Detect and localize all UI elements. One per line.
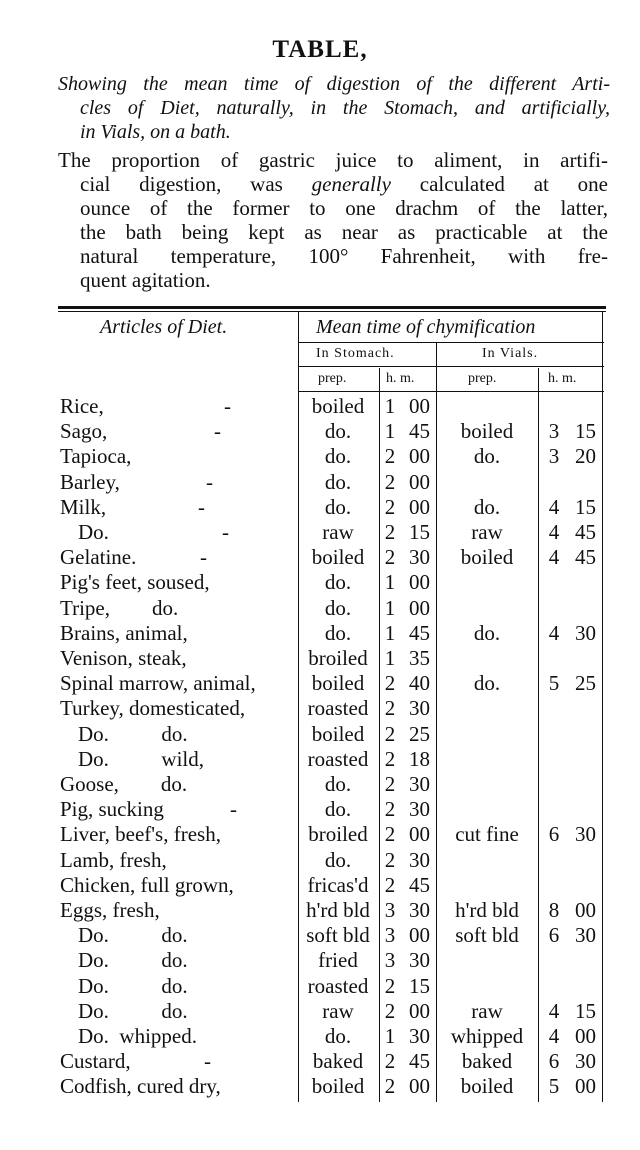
vials-hours-cell: 6 xyxy=(548,923,560,948)
stomach-hours-cell: 2 xyxy=(384,1049,396,1074)
stomach-prep-cell: do. xyxy=(324,595,352,620)
stomach-minutes-cell: 30 xyxy=(409,948,430,973)
intro-line: The proportion of gastric juice to aliment, in artifi- xyxy=(58,148,608,172)
stomach-prep-cell: boiled xyxy=(311,1074,365,1099)
stomach-prep-cell: boiled xyxy=(311,394,365,418)
table-row xyxy=(0,570,640,595)
intro-line: the bath being kept as near as practicable at the xyxy=(80,220,608,244)
stomach-minutes-cell: 30 xyxy=(409,1024,430,1048)
vials-prep-cell: raw xyxy=(471,998,503,1023)
leader-dash: - xyxy=(224,394,231,418)
vials-hours-cell: 4 xyxy=(548,520,560,544)
table-row xyxy=(0,419,640,444)
table-row xyxy=(0,974,640,999)
vials-minutes-cell: 45 xyxy=(575,520,596,544)
stomach-prep-cell: raw xyxy=(322,520,354,544)
stomach-hours-cell: 2 xyxy=(384,746,396,771)
stomach-hours-cell: 2 xyxy=(384,671,396,696)
article-cell: Gelatine. xyxy=(60,545,137,570)
header-articles: Articles of Diet. xyxy=(100,316,228,338)
vials-minutes-cell: 30 xyxy=(575,923,596,948)
vials-hours-cell: 3 xyxy=(548,444,560,469)
vials-minutes-cell: 00 xyxy=(575,1074,596,1099)
caption-line: cles of Diet, naturally, in the Stomach, and artificially, xyxy=(80,97,610,119)
article-cell: Do. do. xyxy=(78,923,188,948)
stomach-hours-cell: 1 xyxy=(384,646,396,670)
stomach-hours-cell: 2 xyxy=(384,847,396,872)
table-row xyxy=(0,495,640,520)
stomach-hours-cell: 1 xyxy=(384,570,396,595)
article-cell: Do. wild, xyxy=(78,746,204,771)
stomach-hours-cell: 2 xyxy=(384,973,396,998)
stomach-prep-cell: do. xyxy=(324,772,352,796)
article-cell: Barley, xyxy=(60,469,120,494)
vials-hours-cell: 5 xyxy=(548,1074,560,1099)
page-title: TABLE, xyxy=(272,36,368,63)
table-row xyxy=(0,1074,640,1099)
article-cell: Sago, xyxy=(60,419,108,444)
vials-hours-cell: 4 xyxy=(548,620,560,645)
stomach-minutes-cell: 00 xyxy=(409,570,430,595)
stomach-hours-cell: 2 xyxy=(384,822,396,847)
vials-hours-cell: 6 xyxy=(548,822,560,847)
intro-text: calculated at one xyxy=(419,172,608,196)
table-row xyxy=(0,596,640,621)
leader-dash: - xyxy=(200,545,207,570)
article-cell: Do. do. xyxy=(78,973,188,998)
stomach-prep-cell: fricas'd xyxy=(307,872,369,897)
stomach-prep-cell: do. xyxy=(324,444,352,469)
article-cell: Turkey, domesticated, xyxy=(60,696,246,721)
table-top-thin-rule xyxy=(58,311,606,312)
table-row xyxy=(0,444,640,469)
table-row xyxy=(0,696,640,721)
vials-hours-cell: 4 xyxy=(548,998,560,1023)
vials-prep-cell: boiled xyxy=(460,1074,514,1099)
stomach-hours-cell: 2 xyxy=(384,772,396,796)
stomach-prep-cell: boiled xyxy=(311,545,365,570)
stomach-prep-cell: broiled xyxy=(308,646,368,670)
article-cell: Brains, animal, xyxy=(60,620,188,645)
caption-line: in Vials, on a bath. xyxy=(80,121,231,143)
stomach-hours-cell: 2 xyxy=(384,1074,396,1099)
caption-line: Showing the mean time of digestion of the different Arti- xyxy=(58,73,610,95)
vials-minutes-cell: 15 xyxy=(575,494,596,519)
stomach-minutes-cell: 00 xyxy=(409,469,430,494)
table-row xyxy=(0,470,640,495)
article-cell: Do. do. xyxy=(78,998,188,1023)
stomach-hours-cell: 1 xyxy=(384,419,396,444)
leader-dash: - xyxy=(204,1049,211,1074)
article-cell: Lamb, fresh, xyxy=(60,847,167,872)
vials-prep-cell: boiled xyxy=(460,545,514,570)
article-cell: Goose, do. xyxy=(60,772,188,796)
stomach-minutes-cell: 30 xyxy=(409,898,430,922)
vials-minutes-cell: 15 xyxy=(575,998,596,1023)
intro-text: cial digestion, was xyxy=(80,172,283,196)
stomach-hours-cell: 2 xyxy=(384,998,396,1023)
stomach-prep-cell: do. xyxy=(324,469,352,494)
table-row xyxy=(0,671,640,696)
stomach-minutes-cell: 00 xyxy=(409,822,430,847)
table-row xyxy=(0,923,640,948)
table-top-rule xyxy=(58,306,606,309)
stomach-minutes-cell: 00 xyxy=(409,394,430,418)
article-cell: Eggs, fresh, xyxy=(60,898,160,922)
stomach-hours-cell: 2 xyxy=(384,469,396,494)
leader-dash: - xyxy=(214,419,221,444)
header-stomach: In Stomach. xyxy=(316,346,395,361)
vials-hours-cell: 6 xyxy=(548,1049,560,1074)
article-cell: Pig's feet, soused, xyxy=(60,570,210,595)
header-hm: h. m. xyxy=(386,371,415,386)
stomach-prep-cell: do. xyxy=(324,570,352,595)
table-row xyxy=(0,1049,640,1074)
article-cell: Custard, xyxy=(60,1049,131,1074)
stomach-hours-cell: 1 xyxy=(384,620,396,645)
table-row xyxy=(0,646,640,671)
stomach-minutes-cell: 15 xyxy=(409,520,430,544)
vials-minutes-cell: 00 xyxy=(575,1024,596,1048)
stomach-prep-cell: do. xyxy=(324,797,352,822)
stomach-prep-cell: roasted xyxy=(307,746,369,771)
table-row xyxy=(0,545,640,570)
stomach-minutes-cell: 25 xyxy=(409,721,430,746)
leader-dash: - xyxy=(206,469,213,494)
stomach-hours-cell: 3 xyxy=(384,923,396,948)
leader-dash: - xyxy=(230,797,237,822)
vials-prep-cell: h'rd bld xyxy=(455,898,519,922)
stomach-hours-cell: 2 xyxy=(384,696,396,721)
article-cell: Do. xyxy=(78,520,109,544)
stomach-hours-cell: 2 xyxy=(384,494,396,519)
vials-hours-cell: 4 xyxy=(548,1024,560,1048)
stomach-prep-cell: raw xyxy=(322,998,354,1023)
stomach-prep-cell: boiled xyxy=(311,671,365,696)
stomach-minutes-cell: 45 xyxy=(409,620,430,645)
vials-minutes-cell: 30 xyxy=(575,620,596,645)
stomach-minutes-cell: 18 xyxy=(409,746,430,771)
article-cell: Do. do. xyxy=(78,948,188,973)
table-row xyxy=(0,848,640,873)
stomach-minutes-cell: 45 xyxy=(409,1049,430,1074)
article-cell: Tripe, do. xyxy=(60,595,179,620)
stomach-hours-cell: 1 xyxy=(384,394,396,418)
vials-hours-cell: 4 xyxy=(548,494,560,519)
stomach-minutes-cell: 30 xyxy=(409,545,430,570)
header-divider xyxy=(298,391,604,392)
vials-prep-cell: cut fine xyxy=(455,822,519,847)
stomach-minutes-cell: 30 xyxy=(409,772,430,796)
table-row xyxy=(0,948,640,973)
vials-prep-cell: do. xyxy=(473,494,501,519)
stomach-hours-cell: 2 xyxy=(384,520,396,544)
vials-minutes-cell: 20 xyxy=(575,444,596,469)
table-row xyxy=(0,1024,640,1049)
vials-minutes-cell: 25 xyxy=(575,671,596,696)
table-row xyxy=(0,747,640,772)
vials-minutes-cell: 45 xyxy=(575,545,596,570)
vials-hours-cell: 5 xyxy=(548,671,560,696)
stomach-minutes-cell: 30 xyxy=(409,797,430,822)
table-row xyxy=(0,999,640,1024)
leader-dash: - xyxy=(222,520,229,544)
article-cell: Liver, beef's, fresh, xyxy=(60,822,221,847)
intro-line: ounce of the former to one drachm of the latter, xyxy=(80,196,608,220)
stomach-minutes-cell: 00 xyxy=(409,444,430,469)
stomach-prep-cell: soft bld xyxy=(306,923,370,948)
table-row xyxy=(0,822,640,847)
vials-prep-cell: boiled xyxy=(460,419,514,444)
stomach-hours-cell: 2 xyxy=(384,444,396,469)
stomach-hours-cell: 1 xyxy=(384,595,396,620)
stomach-minutes-cell: 35 xyxy=(409,646,430,670)
vials-minutes-cell: 00 xyxy=(575,898,596,922)
intro-paragraph xyxy=(58,148,608,292)
stomach-hours-cell: 2 xyxy=(384,721,396,746)
table-row xyxy=(0,621,640,646)
vials-prep-cell: do. xyxy=(473,671,501,696)
stomach-hours-cell: 3 xyxy=(384,948,396,973)
leader-dash: - xyxy=(198,494,205,519)
stomach-minutes-cell: 00 xyxy=(409,595,430,620)
stomach-prep-cell: do. xyxy=(324,419,352,444)
stomach-hours-cell: 2 xyxy=(384,797,396,822)
stomach-prep-cell: do. xyxy=(324,847,352,872)
stomach-prep-cell: do. xyxy=(324,1024,352,1048)
header-prep: prep. xyxy=(468,371,497,386)
vials-prep-cell: baked xyxy=(461,1049,513,1074)
stomach-hours-cell: 2 xyxy=(384,545,396,570)
article-cell: Pig, sucking xyxy=(60,797,164,822)
intro-emphasis: generally xyxy=(311,172,391,196)
vials-minutes-cell: 30 xyxy=(575,1049,596,1074)
table-row xyxy=(0,722,640,747)
vials-minutes-cell: 30 xyxy=(575,822,596,847)
intro-line xyxy=(58,172,608,196)
table-row xyxy=(0,873,640,898)
vials-prep-cell: do. xyxy=(473,620,501,645)
stomach-prep-cell: do. xyxy=(324,494,352,519)
article-cell: Venison, steak, xyxy=(60,646,187,670)
article-cell: Chicken, full grown, xyxy=(60,872,234,897)
stomach-hours-cell: 3 xyxy=(384,898,396,922)
article-cell: Do. do. xyxy=(78,721,188,746)
vials-hours-cell: 8 xyxy=(548,898,560,922)
vials-hours-cell: 4 xyxy=(548,545,560,570)
header-divider xyxy=(298,366,604,367)
vials-prep-cell: soft bld xyxy=(455,923,519,948)
stomach-prep-cell: baked xyxy=(312,1049,364,1074)
vials-hours-cell: 3 xyxy=(548,419,560,444)
table-caption xyxy=(58,72,610,144)
stomach-prep-cell: h'rd bld xyxy=(306,898,370,922)
header-prep: prep. xyxy=(318,371,347,386)
stomach-minutes-cell: 00 xyxy=(409,923,430,948)
article-cell: Codfish, cured dry, xyxy=(60,1074,221,1099)
intro-line: quent agitation. xyxy=(80,268,211,292)
table-row xyxy=(0,898,640,923)
table-row xyxy=(0,520,640,545)
stomach-minutes-cell: 15 xyxy=(409,973,430,998)
vials-prep-cell: raw xyxy=(471,520,503,544)
header-divider xyxy=(298,342,604,343)
stomach-hours-cell: 1 xyxy=(384,1024,396,1048)
table-row xyxy=(0,772,640,797)
stomach-prep-cell: roasted xyxy=(307,973,369,998)
stomach-prep-cell: fried xyxy=(318,948,358,973)
table-row xyxy=(0,394,640,419)
stomach-prep-cell: roasted xyxy=(307,696,369,721)
article-cell: Rice, xyxy=(60,394,104,418)
vials-prep-cell: do. xyxy=(473,444,501,469)
article-cell: Spinal marrow, animal, xyxy=(60,671,256,696)
header-hm: h. m. xyxy=(548,371,577,386)
stomach-minutes-cell: 45 xyxy=(409,872,430,897)
stomach-hours-cell: 2 xyxy=(384,872,396,897)
stomach-minutes-cell: 40 xyxy=(409,671,430,696)
stomach-prep-cell: broiled xyxy=(308,822,368,847)
stomach-prep-cell: boiled xyxy=(311,721,365,746)
stomach-minutes-cell: 45 xyxy=(409,419,430,444)
stomach-prep-cell: do. xyxy=(324,620,352,645)
stomach-minutes-cell: 00 xyxy=(409,1074,430,1099)
stomach-minutes-cell: 30 xyxy=(409,696,430,721)
stomach-minutes-cell: 00 xyxy=(409,998,430,1023)
header-vials: In Vials. xyxy=(482,346,539,361)
intro-line: natural temperature, 100° Fahrenheit, with fre- xyxy=(80,244,608,268)
vials-minutes-cell: 15 xyxy=(575,419,596,444)
stomach-minutes-cell: 00 xyxy=(409,494,430,519)
table-row xyxy=(0,797,640,822)
header-mean-time: Mean time of chymification xyxy=(316,316,536,338)
article-cell: Milk, xyxy=(60,494,107,519)
stomach-minutes-cell: 30 xyxy=(409,847,430,872)
article-cell: Tapioca, xyxy=(60,444,132,469)
article-cell: Do. whipped. xyxy=(78,1024,197,1048)
vials-prep-cell: whipped xyxy=(450,1024,524,1048)
